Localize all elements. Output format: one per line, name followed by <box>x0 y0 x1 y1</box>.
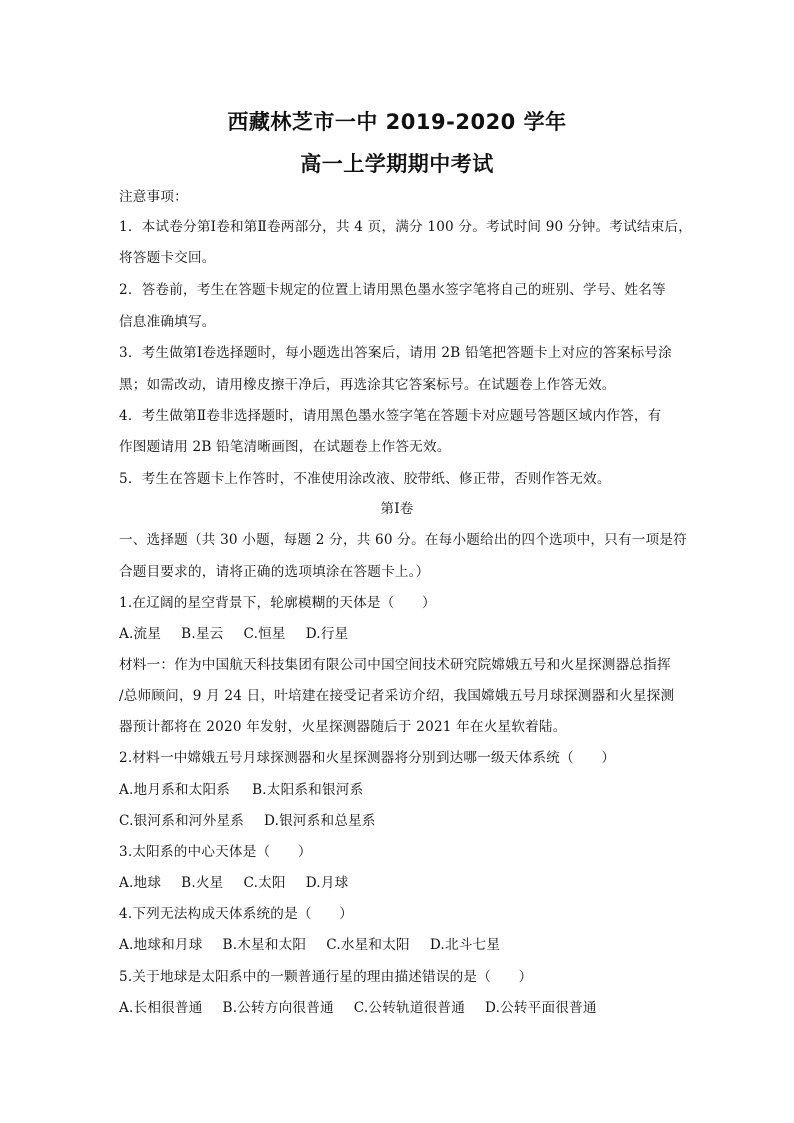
question-2-option-c: C.银河系和河外星系 <box>119 813 244 829</box>
notice-item-2-line-2: 信息准确填写。 <box>119 314 216 330</box>
question-5-option-c: C.公转轨道很普通 <box>353 1000 465 1016</box>
material-1-line-1: 材料一：作为中国航天科技集团有限公司中国空间技术研究院嫦娥五号和火星探测器总指挥 <box>119 657 671 673</box>
material-1-line-3: 器预计都将在 2020 年发射，火星探测器随后于 2021 年在火星软着陆。 <box>119 719 567 735</box>
question-2-options-row-2 <box>119 812 679 830</box>
question-3-option-c: C.太阳 <box>243 875 286 891</box>
notice-item-5: 5．考生在答题卡上作答时，不准使用涂改液、胶带纸、修正带，否则作答无效。 <box>119 471 611 487</box>
question-2-option-a: A.地月系和太阳系 <box>119 782 231 798</box>
question-3-stem: 3.太阳系的中心天体是（ ） <box>119 844 312 860</box>
notice-item-2-line-1: 2．答卷前，考生在答题卡规定的位置上请用黑色墨水签字笔将自己的班别、学号、姓名等 <box>119 282 666 298</box>
question-2-option-d: D.银河系和总星系 <box>264 813 376 829</box>
question-4-options <box>119 936 679 954</box>
notice-heading: 注意事项： <box>119 189 188 205</box>
question-4-option-a: A.地球和月球 <box>119 937 203 953</box>
question-5-option-d: D.公转平面很普通 <box>485 1000 597 1016</box>
question-5-options <box>119 999 679 1017</box>
question-1-option-c: C.恒星 <box>243 626 286 642</box>
question-1-option-d: D.行星 <box>305 626 349 642</box>
question-1-stem: 1.在辽阔的星空背景下，轮廓模糊的天体是（ ） <box>119 595 436 611</box>
question-1-options <box>119 625 679 643</box>
exam-title-line1: 西藏林芝市一中 2019-2020 学年 <box>227 110 567 134</box>
question-1-option-a: A.流星 <box>119 626 162 642</box>
notice-item-3-line-1: 3．考生做第Ⅰ卷选择题时，每小题选出答案后，请用 2B 铅笔把答题卡上对应的答案标号涂 <box>119 345 672 361</box>
question-5-option-a: A.长相很普通 <box>119 1000 203 1016</box>
notice-item-4-line-2: 作图题请用 2B 铅笔清晰画图，在试题卷上作答无效。 <box>119 439 451 455</box>
question-3-option-b: B.火星 <box>181 875 224 891</box>
part1-instructions-line-2: 合题目要求的，请将正确的选项填涂在答题卡上。） <box>119 564 430 580</box>
question-2-options-row-1 <box>119 781 679 799</box>
question-4-option-d: D.北斗七星 <box>429 937 501 953</box>
notice-item-1-line-1: 1．本试卷分第Ⅰ卷和第Ⅱ卷两部分，共 4 页，满分 100 分。考试时间 90 分钟。考试结束后， <box>119 219 693 235</box>
volume-title: 第Ⅰ卷 <box>380 501 414 517</box>
question-5-stem: 5.关于地球是太阳系中的一颗普通行星的理由描述错误的是（ ） <box>119 969 533 985</box>
question-1-option-b: B.星云 <box>181 626 224 642</box>
question-3-option-a: A.地球 <box>119 875 162 891</box>
notice-item-1-line-2: 将答题卡交回。 <box>119 250 216 266</box>
exam-title-line2: 高一上学期期中考试 <box>300 152 494 176</box>
question-3-options <box>119 874 679 892</box>
question-4-stem: 4.下列无法构成天体系统的是（ ） <box>119 906 354 922</box>
question-2-option-b: B.太阳系和银河系 <box>252 782 364 798</box>
question-4-option-c: C.水星和太阳 <box>326 937 410 953</box>
part1-instructions-line-1: 一、选择题（共 30 小题，每题 2 分，共 60 分。在每小题给出的四个选项中，只有一项是符 <box>119 532 687 548</box>
question-4-option-b: B.木星和太阳 <box>222 937 307 953</box>
question-3-option-d: D.月球 <box>305 875 349 891</box>
material-1-line-2: /总师顾问，9 月 24 日，叶培建在接受记者采访介绍，我国嫦娥五号月球探测器和火星探测 <box>119 688 675 704</box>
notice-item-3-line-2: 黑；如需改动，请用橡皮擦干净后，再选涂其它答案标号。在试题卷上作答无效。 <box>119 377 616 393</box>
notice-item-4-line-1: 4．考生做第Ⅱ卷非选择题时，请用黑色墨水签字笔在答题卡对应题号答题区域内作答，有 <box>119 408 662 424</box>
question-2-stem: 2.材料一中嫦娥五号月球探测器和火星探测器将分别到达哪一级天体系统（ ） <box>119 750 616 766</box>
question-5-option-b: B.公转方向很普通 <box>222 1000 334 1016</box>
